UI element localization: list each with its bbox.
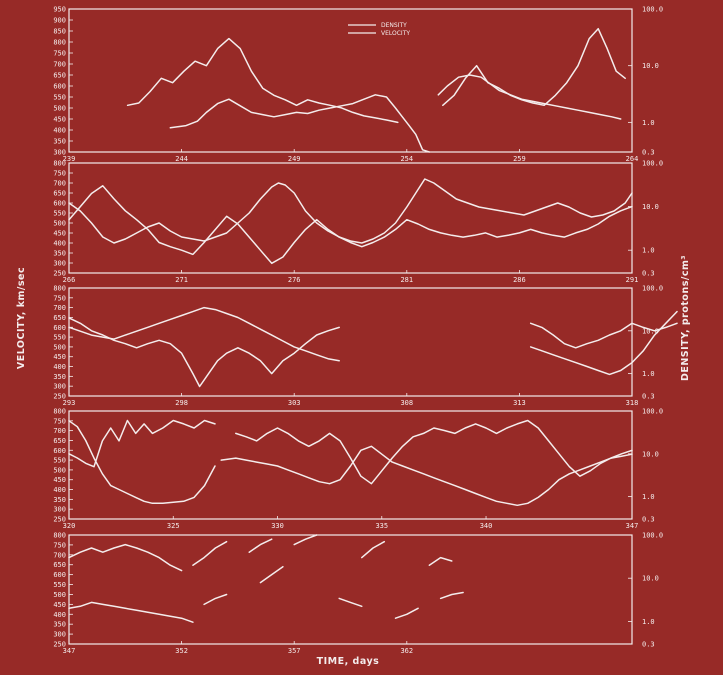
x-tick-label: 298 bbox=[175, 399, 188, 407]
x-tick-label: 281 bbox=[400, 276, 414, 284]
density-series-line bbox=[128, 39, 398, 123]
y-tick-label: 300 bbox=[53, 148, 66, 157]
y-tick-label: 500 bbox=[53, 219, 66, 228]
y-tick-label: 800 bbox=[53, 159, 66, 168]
density-tick-label: 1.0 bbox=[642, 370, 655, 379]
x-tick-label: 357 bbox=[287, 647, 301, 655]
y-tick-label: 350 bbox=[53, 137, 66, 146]
x-tick-label: 254 bbox=[400, 155, 414, 163]
y-tick-label: 900 bbox=[53, 16, 66, 25]
density-tick-label: 0.3 bbox=[642, 640, 655, 649]
y-tick-label: 850 bbox=[53, 27, 66, 36]
y-tick-label: 700 bbox=[53, 551, 66, 560]
density-tick-label: 10.0 bbox=[642, 450, 659, 459]
density-tick-label: 0.3 bbox=[642, 515, 655, 524]
y-tick-label: 650 bbox=[53, 436, 66, 445]
x-tick-label: 249 bbox=[287, 155, 301, 163]
x-tick-label: 264 bbox=[625, 155, 639, 163]
x-tick-label: 352 bbox=[175, 647, 188, 655]
density-tick-label: 100.0 bbox=[642, 5, 664, 14]
y-tick-label: 400 bbox=[53, 126, 66, 135]
velocity-series-line bbox=[531, 312, 677, 375]
y-tick-label: 600 bbox=[53, 199, 66, 208]
velocity-series-line bbox=[438, 75, 620, 119]
density-tick-label: 100.0 bbox=[642, 284, 664, 293]
y-tick-label: 600 bbox=[53, 82, 66, 91]
y-tick-label: 750 bbox=[53, 169, 66, 178]
y-tick-label: 300 bbox=[53, 505, 66, 514]
y-tick-label: 500 bbox=[53, 343, 66, 352]
y-tick-label: 500 bbox=[53, 104, 66, 113]
x-tick-label: 320 bbox=[62, 522, 76, 530]
density-series-line bbox=[294, 535, 317, 545]
panel-1 bbox=[69, 9, 632, 152]
y-tick-label: 400 bbox=[53, 486, 66, 495]
y-tick-label: 450 bbox=[53, 600, 66, 609]
x-tick-label: 259 bbox=[513, 155, 526, 163]
velocity-series-line bbox=[221, 446, 632, 505]
y-tick-label: 700 bbox=[53, 304, 66, 313]
velocity-series-line bbox=[441, 593, 464, 599]
panel-2 bbox=[69, 163, 632, 273]
y-tick-label: 650 bbox=[53, 561, 66, 570]
y-tick-label: 300 bbox=[53, 259, 66, 268]
y-tick-label: 800 bbox=[53, 38, 66, 47]
panel-5 bbox=[69, 535, 632, 644]
x-tick-label: 325 bbox=[166, 522, 180, 530]
panel-frame bbox=[69, 9, 632, 152]
x-tick-label: 330 bbox=[271, 522, 284, 530]
y-tick-label: 700 bbox=[53, 427, 66, 436]
y-tick-label: 800 bbox=[53, 284, 66, 293]
velocity-series-line bbox=[339, 598, 362, 606]
panel-frame bbox=[69, 163, 632, 273]
density-tick-label: 1.0 bbox=[642, 118, 655, 127]
y-tick-label: 550 bbox=[53, 209, 66, 218]
legend-density-label: DENSITY bbox=[381, 22, 407, 29]
density-series-line bbox=[362, 542, 385, 558]
y-axis-label-right: DENSITY, protons/cm³ bbox=[680, 254, 691, 382]
y-axis-label-left: VELOCITY, km/sec bbox=[16, 266, 27, 370]
velocity-series-line bbox=[260, 567, 283, 583]
y-tick-label: 600 bbox=[53, 323, 66, 332]
x-tick-label: 276 bbox=[287, 276, 301, 284]
x-tick-label: 362 bbox=[400, 647, 414, 655]
density-tick-label: 0.3 bbox=[642, 148, 655, 157]
density-series-line bbox=[429, 558, 452, 566]
y-tick-label: 750 bbox=[53, 294, 66, 303]
y-tick-label: 450 bbox=[53, 476, 66, 485]
y-tick-label: 700 bbox=[53, 179, 66, 188]
y-tick-label: 500 bbox=[53, 466, 66, 475]
y-tick-label: 350 bbox=[53, 495, 66, 504]
x-tick-label: 244 bbox=[175, 155, 188, 163]
density-tick-label: 100.0 bbox=[642, 531, 664, 540]
velocity-series-line bbox=[69, 308, 339, 361]
density-tick-label: 10.0 bbox=[642, 203, 659, 212]
x-tick-label: 266 bbox=[62, 276, 76, 284]
density-tick-label: 1.0 bbox=[642, 617, 655, 626]
density-tick-label: 100.0 bbox=[642, 159, 664, 168]
x-tick-label: 286 bbox=[513, 276, 526, 284]
x-tick-label: 347 bbox=[625, 522, 639, 530]
x-tick-label: 308 bbox=[400, 399, 414, 407]
y-tick-label: 550 bbox=[53, 93, 66, 102]
density-series-line bbox=[193, 542, 227, 566]
velocity-series-line bbox=[69, 602, 193, 622]
y-tick-label: 450 bbox=[53, 115, 66, 124]
density-tick-label: 10.0 bbox=[642, 62, 659, 71]
y-tick-label: 650 bbox=[53, 189, 66, 198]
y-tick-label: 650 bbox=[53, 71, 66, 80]
panel-4 bbox=[69, 411, 632, 519]
density-tick-label: 1.0 bbox=[642, 246, 655, 255]
y-tick-label: 950 bbox=[53, 5, 66, 14]
y-tick-label: 250 bbox=[53, 640, 66, 649]
y-tick-label: 250 bbox=[53, 515, 66, 524]
y-tick-label: 700 bbox=[53, 60, 66, 69]
x-tick-label: 293 bbox=[62, 399, 76, 407]
legend bbox=[348, 25, 376, 33]
density-series-line bbox=[443, 29, 625, 106]
y-tick-label: 800 bbox=[53, 407, 66, 416]
x-tick-label: 313 bbox=[513, 399, 526, 407]
y-tick-label: 400 bbox=[53, 363, 66, 372]
y-tick-label: 550 bbox=[53, 456, 66, 465]
panel-frame bbox=[69, 535, 632, 644]
density-tick-label: 0.3 bbox=[642, 269, 655, 278]
y-tick-label: 800 bbox=[53, 531, 66, 540]
y-tick-label: 400 bbox=[53, 610, 66, 619]
x-tick-label: 239 bbox=[62, 155, 76, 163]
legend-velocity-label: VELOCITY bbox=[381, 30, 411, 37]
density-series-line bbox=[69, 421, 215, 467]
y-tick-label: 750 bbox=[53, 417, 66, 426]
density-series-line bbox=[69, 318, 339, 387]
density-tick-label: 1.0 bbox=[642, 493, 655, 502]
x-tick-label: 291 bbox=[625, 276, 639, 284]
x-tick-label: 347 bbox=[62, 647, 76, 655]
y-tick-label: 450 bbox=[53, 353, 66, 362]
y-tick-label: 600 bbox=[53, 571, 66, 580]
velocity-series-line bbox=[69, 421, 215, 504]
y-tick-label: 350 bbox=[53, 249, 66, 258]
density-tick-label: 0.3 bbox=[642, 392, 655, 401]
y-tick-label: 550 bbox=[53, 333, 66, 342]
y-tick-label: 500 bbox=[53, 590, 66, 599]
y-tick-label: 350 bbox=[53, 620, 66, 629]
y-tick-label: 250 bbox=[53, 392, 66, 401]
density-tick-label: 10.0 bbox=[642, 327, 659, 336]
x-tick-label: 340 bbox=[479, 522, 493, 530]
y-tick-label: 300 bbox=[53, 630, 66, 639]
y-tick-label: 300 bbox=[53, 382, 66, 391]
x-tick-label: 303 bbox=[287, 399, 301, 407]
y-tick-label: 650 bbox=[53, 313, 66, 322]
velocity-series-line bbox=[204, 595, 227, 605]
density-tick-label: 10.0 bbox=[642, 574, 659, 583]
y-tick-label: 550 bbox=[53, 581, 66, 590]
y-tick-label: 400 bbox=[53, 239, 66, 248]
y-tick-label: 450 bbox=[53, 229, 66, 238]
x-axis-label: TIME, days bbox=[316, 656, 380, 667]
x-tick-label: 335 bbox=[375, 522, 389, 530]
y-tick-label: 350 bbox=[53, 372, 66, 381]
panel-3 bbox=[69, 288, 677, 396]
y-tick-label: 250 bbox=[53, 269, 66, 278]
y-tick-label: 750 bbox=[53, 541, 66, 550]
velocity-series-line bbox=[396, 608, 419, 618]
y-tick-label: 600 bbox=[53, 446, 66, 455]
x-tick-label: 318 bbox=[625, 399, 639, 407]
x-tick-label: 271 bbox=[175, 276, 188, 284]
y-tick-label: 750 bbox=[53, 49, 66, 58]
density-series-line bbox=[69, 545, 182, 571]
density-series-line bbox=[249, 539, 272, 552]
density-tick-label: 100.0 bbox=[642, 407, 664, 416]
density-series-line bbox=[236, 421, 632, 484]
